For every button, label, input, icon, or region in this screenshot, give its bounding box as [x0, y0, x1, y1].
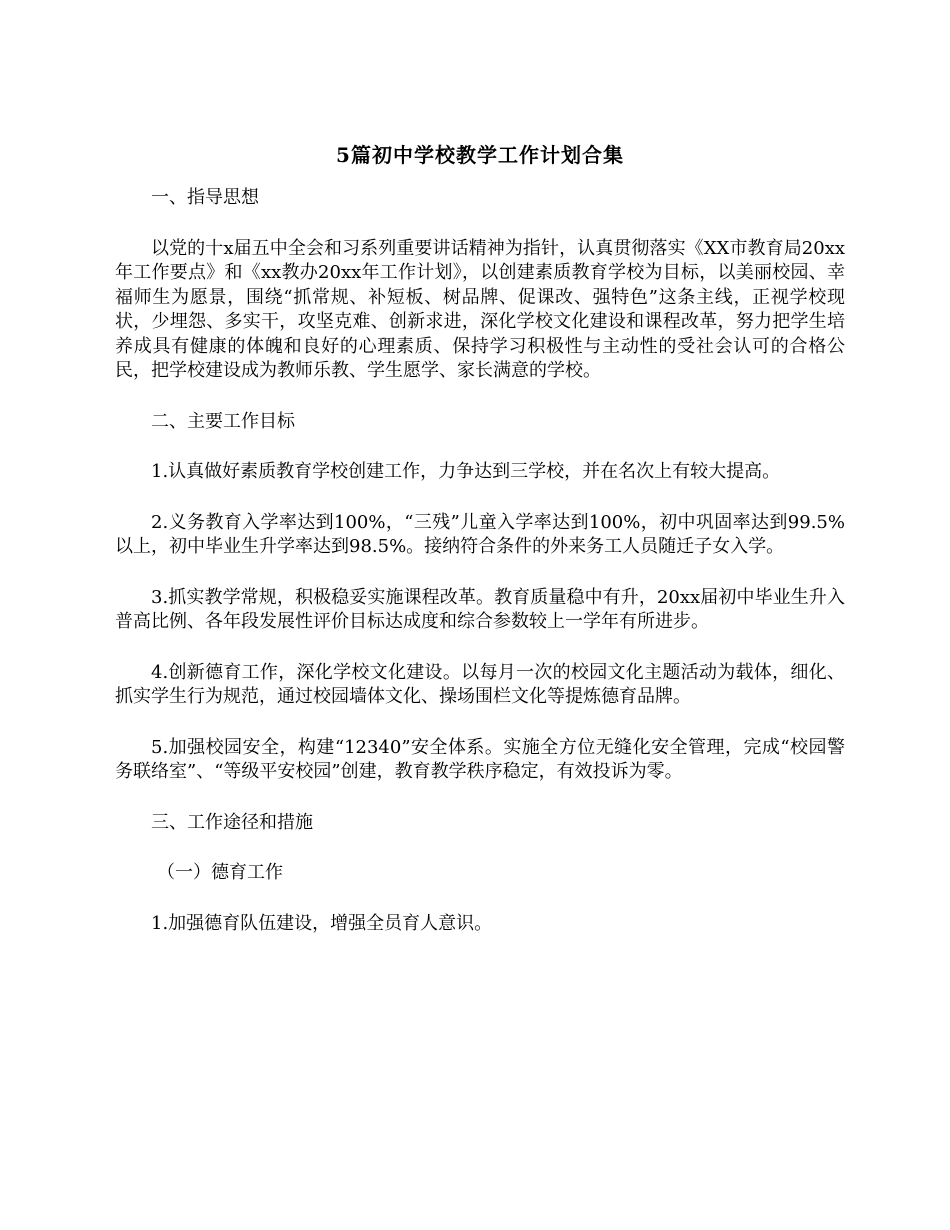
subsection-heading-moral-education: （一）德育工作 — [157, 862, 283, 883]
paragraph-guiding-ideology: 以党的十x届五中全会和习系列重要讲话精神为指针，认真贯彻落实《XX市教育局20xx年工作要点》和《xx教办20xx年工作计划》，以创建素质教育学校为目标，以美丽校园、幸福师生为愿景，围绕“抓常规、补短板、树品牌、促课改、强特色”这条主线，正视学校现状，少埋怨、多实干，攻坚克难、创新求进，深化学校文化建设和课程改革，努力把学生培养成具有健康的体魄和良好的心理素质、保持学习积极性与主动性的受社会认可的合格公民，把学校建设成为教师乐教、学生愿学、家长满意的学校。 — [115, 237, 845, 381]
section-heading-guiding-ideology: 一、指导思想 — [151, 187, 259, 208]
paragraph-goal-1: 1.认真做好素质教育学校创建工作，力争达到三学校，并在名次上有较大提高。 — [151, 461, 781, 482]
section-heading-measures: 三、工作途径和措施 — [151, 811, 313, 833]
paragraph-goal-3: 3.抓实教学常规，积极稳妥实施课程改革。教育质量稳中有升，20xx届初中毕业生升入普高比例、各年段发展性评价目标达成度和综合参数较上一学年有所进步。 — [115, 586, 845, 632]
document-body — [115, 140, 845, 962]
paragraph-goal-4: 4.创新德育工作，深化学校文化建设。以每月一次的校园文化主题活动为载体，细化、抓实学生行为规范，通过校园墙体文化、操场围栏文化等提炼德育品牌。 — [115, 661, 845, 707]
section-heading-main-goals: 二、主要工作目标 — [151, 410, 295, 432]
paragraph-goal-5: 5.加强校园安全，构建“12340”安全体系。实施全方位无缝化安全管理，完成“校园警务联络室”、“等级平安校园”创建，教育教学秩序稳定，有效投诉为零。 — [115, 736, 845, 782]
item-heading-moral-team: 1.加强德育队伍建设，增强全员育人意识。 — [151, 912, 493, 934]
document-title: 5篇初中学校教学工作计划合集 — [336, 143, 624, 167]
paragraph-goal-2: 2.义务教育入学率达到100%，“三残”儿童入学率达到100%，初中巩固率达到99.5%以上，初中毕业生升学率达到98.5%。接纳符合条件的外来务工人员随迁子女入学。 — [115, 511, 845, 557]
